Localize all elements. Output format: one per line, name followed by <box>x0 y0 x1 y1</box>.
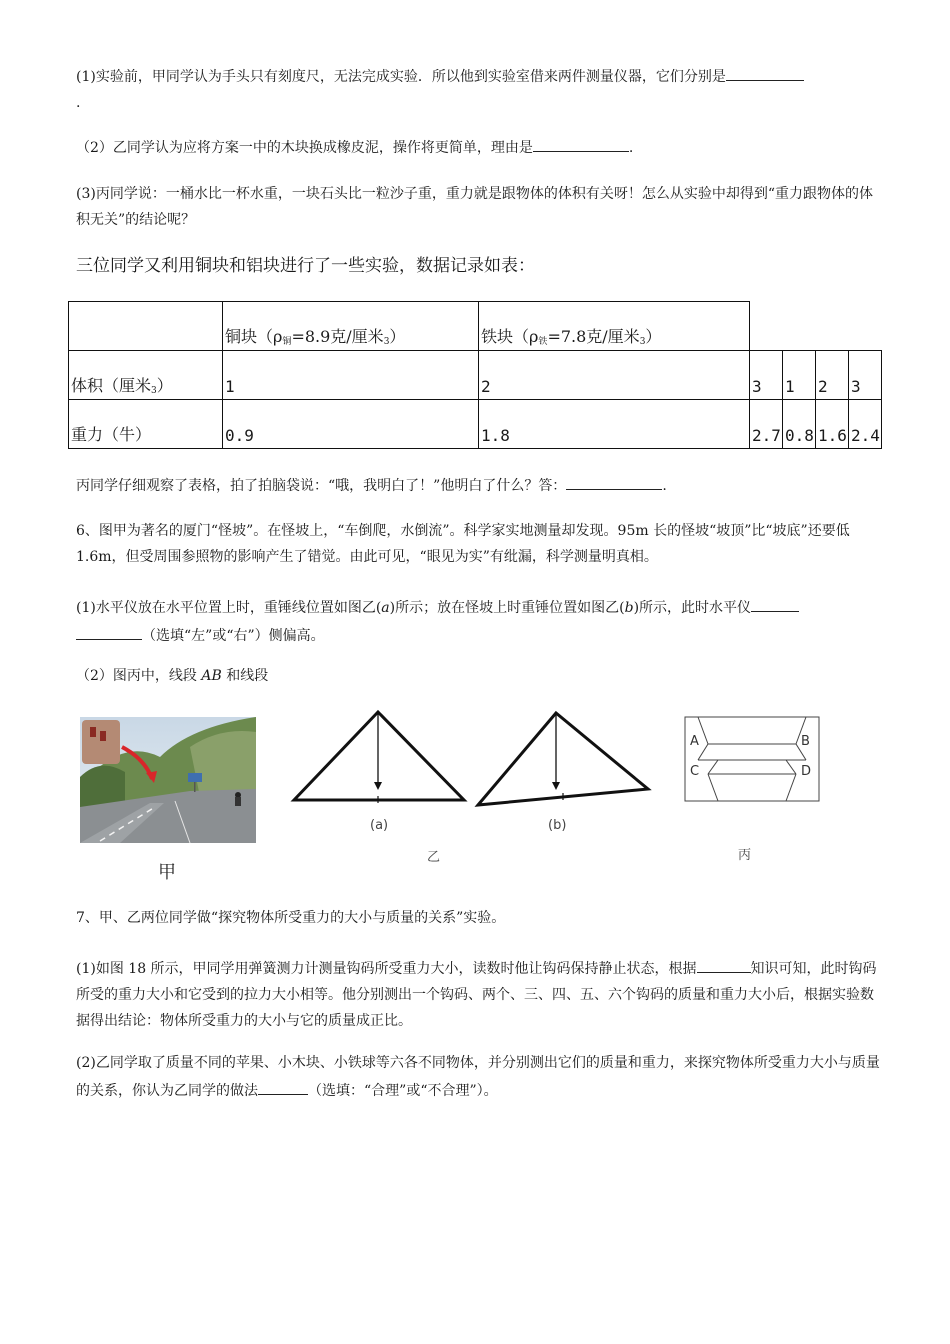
volume-cell: 2 <box>478 350 750 400</box>
level-instrument-flat <box>290 708 470 808</box>
iron-header-cell: 铁块（ρ 铁 =7.8克/厘米 3 ） <box>478 301 750 351</box>
volume-cell: 1 <box>222 350 479 400</box>
volume-cell: 3 <box>848 350 882 400</box>
figure-yi-a <box>290 708 470 808</box>
weight-cell: 2.7 <box>749 399 783 449</box>
weight-cell: 1.8 <box>478 399 750 449</box>
q5-part3: (3)丙同学说：一桶水比一杯水重，一块石头比一粒沙子重，重力就是跟物体的体积有关呀！怎么从实验中却得到“重力跟物体的体积无关”的结论呢？ <box>76 186 873 228</box>
figure-yi-b <box>472 708 652 808</box>
level-instrument-tilted <box>472 708 652 808</box>
q5-after-table: 丙同学仔细观察了表格，拍了拍脑袋说：“哦，我明白了！”他明白了什么？答： . <box>76 471 886 499</box>
label-A: A <box>690 734 699 749</box>
q6-part2: （2）图丙中，线段 AB 和线段 <box>76 668 269 684</box>
label-D: D <box>801 764 812 779</box>
figure-yi-caption: 乙 <box>427 850 441 865</box>
weight-cell: 0.8 <box>782 399 816 449</box>
answer-blank[interactable] <box>726 62 804 81</box>
answer-blank[interactable] <box>533 133 629 152</box>
copper-header-cell: 铜块（ρ 铜 =8.9克/厘米 3 ） <box>222 301 479 351</box>
figure-bing-caption: 丙 <box>738 848 752 863</box>
table-corner-cell <box>68 301 223 351</box>
figure-jia-photo <box>80 717 256 843</box>
volume-cell: 2 <box>815 350 849 400</box>
weight-cell: 0.9 <box>222 399 479 449</box>
volume-cell: 3 <box>749 350 783 400</box>
answer-blank[interactable] <box>258 1076 308 1095</box>
q6-intro: 6、图甲为著名的厦门“怪坡”。在怪坡上，“车倒爬，水倒流”。科学家实地测量却发现。95m 长的怪坡“坡顶”比“坡底”还要低 1.6m，但受周围参照物的影响产生了错觉。由此可见，“眼见为实”有纰漏，科学测量明真相。 <box>76 523 850 565</box>
volume-label-cell: 体积（厘米 3 ） <box>68 350 223 400</box>
q6-part1: (1)水平仪放在水平位置上时，重锤线位置如图乙(a)所示；放在怪坡上时重锤位置如图乙(b)所示，此时水平仪 （选填“左”或“右”）侧偏高。 <box>76 593 886 649</box>
q7-intro: 7、甲、乙两位同学做“探究物体所受重力的大小与质量的关系”实验。 <box>76 910 506 926</box>
slope-photo-illustration <box>80 717 256 843</box>
line-length-illusion <box>684 716 820 802</box>
q5-part2: （2）乙同学认为应将方案一中的木块换成橡皮泥，操作将更简单，理由是 . <box>76 133 886 161</box>
figure-b-caption: (b) <box>548 818 567 833</box>
weight-cell: 1.6 <box>815 399 849 449</box>
q7-part2: (2)乙同学取了质量不同的苹果、小木块、小铁球等六各不同物体，并分别测出它们的质量和重力，来探究物体所受重力大小与质量的关系，你认为乙同学的做法 （选填：“合理”或“不合理”）。 <box>76 1055 880 1099</box>
table-intro: 三位同学又利用铜块和铝块进行了一些实验，数据记录如表： <box>76 256 535 276</box>
answer-blank[interactable] <box>76 621 142 640</box>
answer-blank[interactable] <box>566 471 662 490</box>
q5-part1: (1)实验前，甲同学认为手头只有刻度尺，无法完成实验．所以他到实验室借来两件测量仪器，它们分别是 . <box>76 62 886 116</box>
answer-blank[interactable] <box>751 593 799 612</box>
figure-jia-caption: 甲 <box>158 862 176 883</box>
label-B: B <box>801 734 810 749</box>
q7-part1: (1)如图 18 所示，甲同学用弹簧测力计测量钩码所受重力大小，读数时他让钩码保持静止状态，根据 知识可知，此时钩码所受的重力大小和它受到的拉力大小相等。他分别测出一个钩码、两个、三、四、五、六个钩码的质量和重力大小后，根据实验数据得出结论：物体所受重力的大小与它的质量成正比。 <box>76 954 886 1034</box>
weight-cell: 2.4 <box>848 399 882 449</box>
figure-bing-illusion <box>684 716 820 802</box>
volume-cell: 1 <box>782 350 816 400</box>
figure-a-caption: (a) <box>370 818 389 833</box>
label-C: C <box>690 764 700 779</box>
answer-blank[interactable] <box>697 954 751 973</box>
weight-label-cell: 重力（牛） <box>68 399 223 449</box>
